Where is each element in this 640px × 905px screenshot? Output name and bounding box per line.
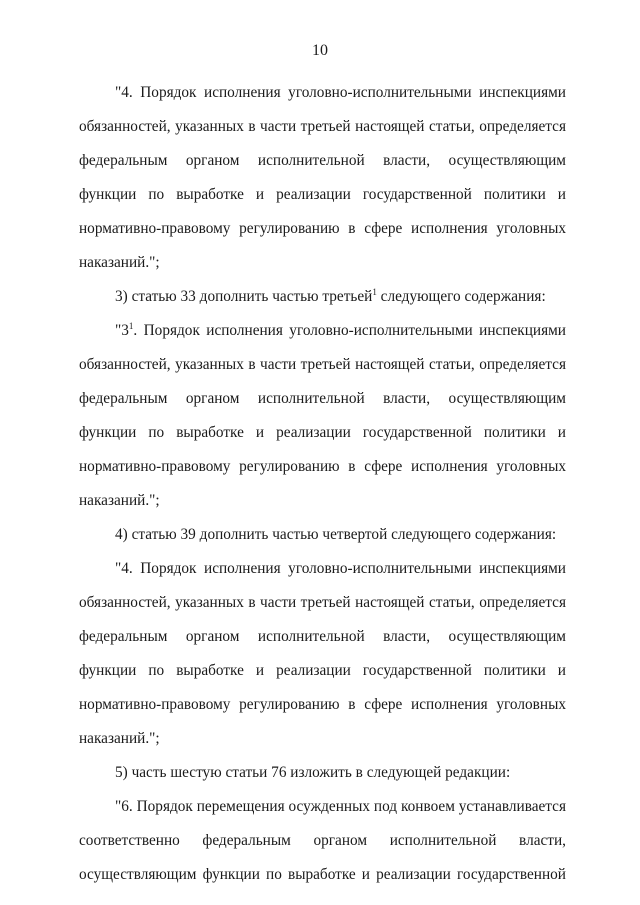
quote-3-1-lead: "3 xyxy=(115,322,129,339)
quote-3-1-text: . Порядок исполнения уголовно-исполнительными инспекциями обязанностей, указанных в части третьей настоящей статьи, определяется федеральным органом исполнительной власти, осуществляющим функции по выработке и реализации государственной политики и нормативно-правовому регулированию в сфере исполнения уголовных наказаний."; xyxy=(79,322,566,509)
quote-3-1-superscript: 1 xyxy=(128,320,134,331)
page-number: 10 xyxy=(312,42,328,59)
paragraph-item-5: 5) часть шестую статьи 76 изложить в следующей редакции: xyxy=(115,764,511,781)
paragraph-quote-part-4-second: "4. Порядок исполнения уголовно-исполнительными инспекциями обязанностей, указанных в части третьей настоящей статьи, определяется федеральным органом исполнительной власти, осуществляющим функции по выработке и реализации государственной политики и нормативно-правовому регулированию в сфере исполнения уголовных наказаний."; xyxy=(79,560,566,747)
paragraph-item-4: 4) статью 39 дополнить частью четвертой следующего содержания: xyxy=(115,526,557,543)
item-3-text: 3) статью 33 дополнить частью третьей xyxy=(115,288,373,305)
paragraph-quote-part-3-1 xyxy=(79,314,566,518)
paragraph-quote-part-6: "6. Порядок перемещения осужденных под конвоем устанавливается соответственно федеральным органом исполнительной власти, осуществляющим функции по выработке и реализации государственной xyxy=(79,798,566,883)
document-body xyxy=(79,76,566,892)
item-3-superscript: 1 xyxy=(372,286,377,297)
paragraph-quote-part-4: "4. Порядок исполнения уголовно-исполнительными инспекциями обязанностей, указанных в части третьей настоящей статьи, определяется федеральным органом исполнительной власти, осуществляющим функции по выработке и реализации государственной политики и нормативно-правовому регулированию в сфере исполнения уголовных наказаний."; xyxy=(79,84,566,271)
item-3-text-end: следующего содержания: xyxy=(376,288,546,305)
paragraph-item-3 xyxy=(79,280,566,314)
